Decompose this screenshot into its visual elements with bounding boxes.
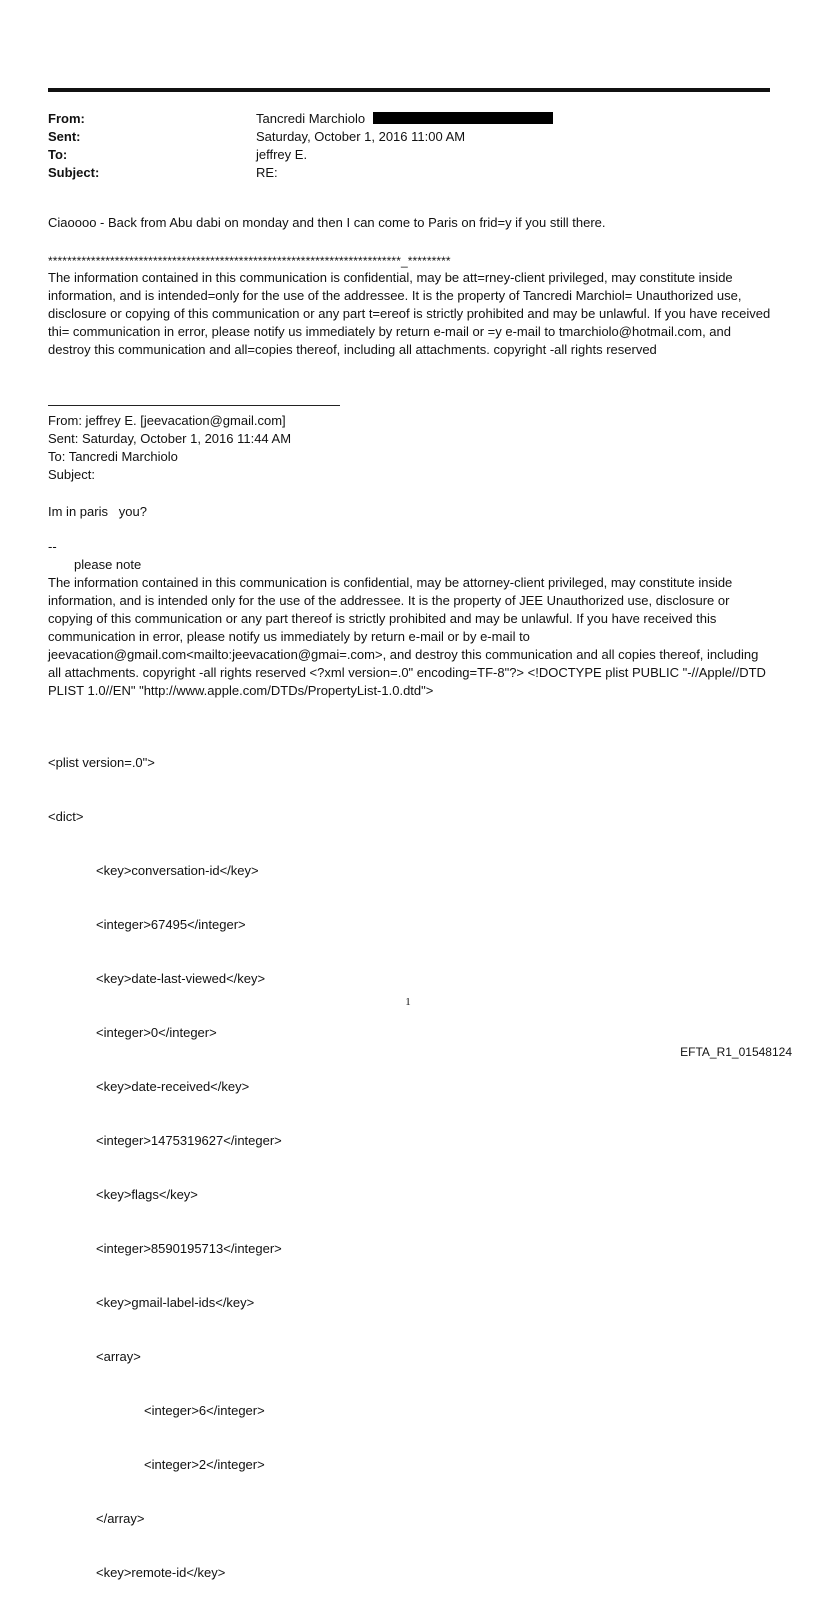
xml-line: <key>gmail-label-ids</key> xyxy=(96,1295,255,1310)
xml-line: <key>date-last-viewed</key> xyxy=(96,971,266,986)
disclaimer-1: The information contained in this communication is confidential, may be att=rney-client privileged, may constitute inside information, and is intended=only for the use of the addressee. It is the property of Tancredi Marchiol= Unauthorized use, disclosure or copying of this communication or any part t=ereof is strictly prohibited and may be unlawful. If you have received thi= communication in error, please notify us immediately by return e-mail or =y e-mail to tmarchiolo@hotmail.com, and destroy this communication and all=copies thereof, including all attachments. copyright -all rights reserved xyxy=(48,270,771,357)
sent-label: Sent: xyxy=(48,129,81,144)
quoted-subject: Subject: xyxy=(48,467,95,482)
from-name: Tancredi Marchiolo xyxy=(256,111,366,126)
disclaimer-2: The information contained in this communication is confidential, may be attorney-client privileged, may constitute inside information, and is intended only for the use of the addressee. It is the property of JEE Unauthorized use, disclosure or copying of this communication or any part thereof is strictly prohibited and may be unlawful. If you have received this communication in error, please notify us immediately by return e-mail or by e-mail to jeevacation@gmail.com<mailto:jeevacation@gmai=.com>, and destroy this communication and all copies thereof, including all attachments. copyright -all rights reserved <?xml version=.0" encoding=TF-8"?> <!DOCTYPE plist PUBLIC "-//Apple//DTD PLIST 1.0//EN" "http://www.apple.com/DTDs/PropertyList-1.0.dtd"> xyxy=(48,575,766,698)
signature-dash: -- xyxy=(48,539,57,554)
document-id: EFTA_R1_01548124 xyxy=(680,1045,792,1059)
xml-line: <plist version=.0"> xyxy=(48,755,155,770)
quoted-header xyxy=(48,412,773,484)
subject-row xyxy=(48,164,768,182)
xml-line: <integer>2</integer> xyxy=(144,1457,265,1472)
sent-row xyxy=(48,128,768,146)
asterisk-line: **************************************************************************_********* xyxy=(48,254,451,268)
xml-line: <key>conversation-id</key> xyxy=(96,863,259,878)
xml-line: <dict> xyxy=(48,809,84,824)
header-rule xyxy=(48,88,770,92)
xml-line: <integer>6</integer> xyxy=(144,1403,265,1418)
subject-value: RE: xyxy=(256,165,278,180)
to-label: To: xyxy=(48,147,68,162)
subject-label: Subject: xyxy=(48,165,100,180)
email-header xyxy=(48,110,768,182)
plist-xml xyxy=(48,718,282,1618)
xml-line: <integer>8590195713</integer> xyxy=(96,1241,282,1256)
xml-line: <key>remote-id</key> xyxy=(96,1565,226,1580)
xml-line: <integer>1475319627</integer> xyxy=(96,1133,282,1148)
from-value xyxy=(256,110,553,128)
xml-line: <integer>0</integer> xyxy=(96,1025,217,1040)
reply-body: Ciaoooo - Back from Abu dabi on monday and then I can come to Paris on frid=y if you still there. xyxy=(48,215,606,230)
from-label: From: xyxy=(48,111,85,126)
xml-line: <key>flags</key> xyxy=(96,1187,198,1202)
to-row xyxy=(48,146,768,164)
please-note: please note xyxy=(74,557,142,572)
page-number: 1 xyxy=(405,996,411,1008)
redaction-box xyxy=(373,112,553,124)
xml-line: <integer>67495</integer> xyxy=(96,917,246,932)
from-row xyxy=(48,110,768,128)
xml-line: </array> xyxy=(96,1511,145,1526)
quote-separator xyxy=(48,405,340,406)
quoted-to: To: Tancredi Marchiolo xyxy=(48,449,178,464)
quoted-body: Im in paris you? xyxy=(48,504,147,519)
sent-value: Saturday, October 1, 2016 11:00 AM xyxy=(256,129,466,144)
xml-line: <array> xyxy=(96,1349,141,1364)
quoted-sent: Sent: Saturday, October 1, 2016 11:44 AM xyxy=(48,431,292,446)
to-value: jeffrey E. xyxy=(256,147,308,162)
quoted-from: From: jeffrey E. [jeevacation@gmail.com] xyxy=(48,413,286,428)
xml-line: <key>date-received</key> xyxy=(96,1079,250,1094)
